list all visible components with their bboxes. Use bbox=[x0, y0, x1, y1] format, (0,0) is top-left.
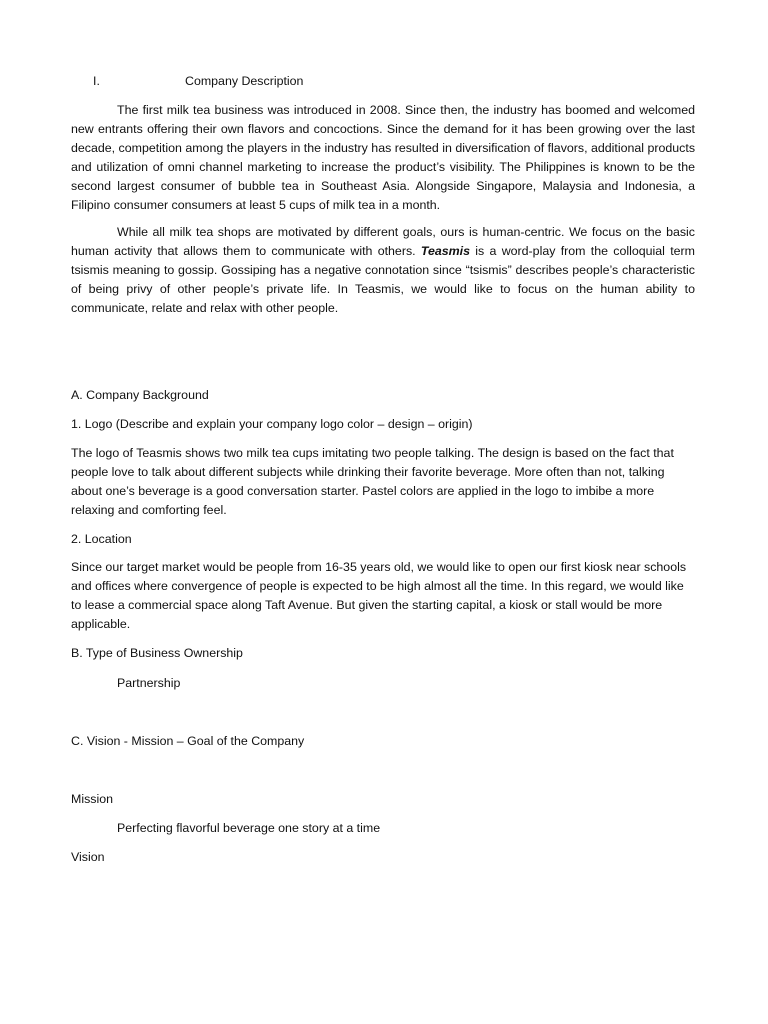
intro-paragraph-2-start: While all milk tea shops are motivated by different goals, ours is human-centric. We focus on the basic human activity that allows them to communicate with others. bbox=[71, 225, 695, 258]
logo-heading: 1. Logo (Describe and explain your company logo color – design – origin) bbox=[71, 417, 473, 431]
section-title: Company Description bbox=[185, 74, 304, 88]
section-b-heading: B. Type of Business Ownership bbox=[71, 646, 243, 660]
brand-name: Teasmis bbox=[420, 244, 471, 258]
location-paragraph: Since our target market would be people from 16-35 years old, we would like to open our first kiosk near schools and offices where convergence of people is expected to be high almost all the time. In this regard, we would like to lease a commercial space along Taft Avenue. But given the starting capital, a kiosk or stall would be more applicable. bbox=[71, 560, 687, 631]
intro-paragraph-2-end: is a word-play from the colloquial term tsismis meaning to gossip. Gossiping has a negative connotation since “tsismis” describes people’s characteristic of being privy of other people’s private life. In Teasmis, we would like to focus on the human ability to communicate, relate and relax with other people. bbox=[71, 244, 695, 315]
intro-paragraph-2 bbox=[71, 223, 695, 318]
section-a-heading: A. Company Background bbox=[71, 388, 209, 402]
vision-label: Vision bbox=[71, 850, 105, 864]
logo-paragraph: The logo of Teasmis shows two milk tea cups imitating two people talking. The design is based on the fact that people love to talk about different subjects while drinking their favorite beverage. More often than not, talking about one’s beverage is a good conversation starter. Pastel colors are applied in the logo to imbibe a more relaxing and comforting feel. bbox=[71, 446, 674, 517]
location-heading: 2. Location bbox=[71, 532, 132, 546]
mission-statement: Perfecting flavorful beverage one story at a time bbox=[117, 821, 381, 835]
ownership-type: Partnership bbox=[117, 676, 181, 690]
section-i-heading bbox=[71, 72, 695, 91]
mission-label: Mission bbox=[71, 792, 113, 806]
section-c-heading: C. Vision - Mission – Goal of the Company bbox=[71, 734, 305, 748]
intro-paragraph-1: The first milk tea business was introduced in 2008. Since then, the industry has boomed and welcomed new entrants offering their own flavors and concoctions. Since the demand for it has been growing over the last decade, competition among the players in the industry has resulted in diversification of flavors, additional products and utilization of omni channel marketing to increase the product’s visibility. The Philippines is known to be the second largest consumer of bubble tea in Southeast Asia. Alongside Singapore, Malaysia and Indonesia, a Filipino consumer consumers at least 5 cups of milk tea in a month. bbox=[71, 103, 696, 212]
section-numeral: I. bbox=[93, 74, 100, 88]
